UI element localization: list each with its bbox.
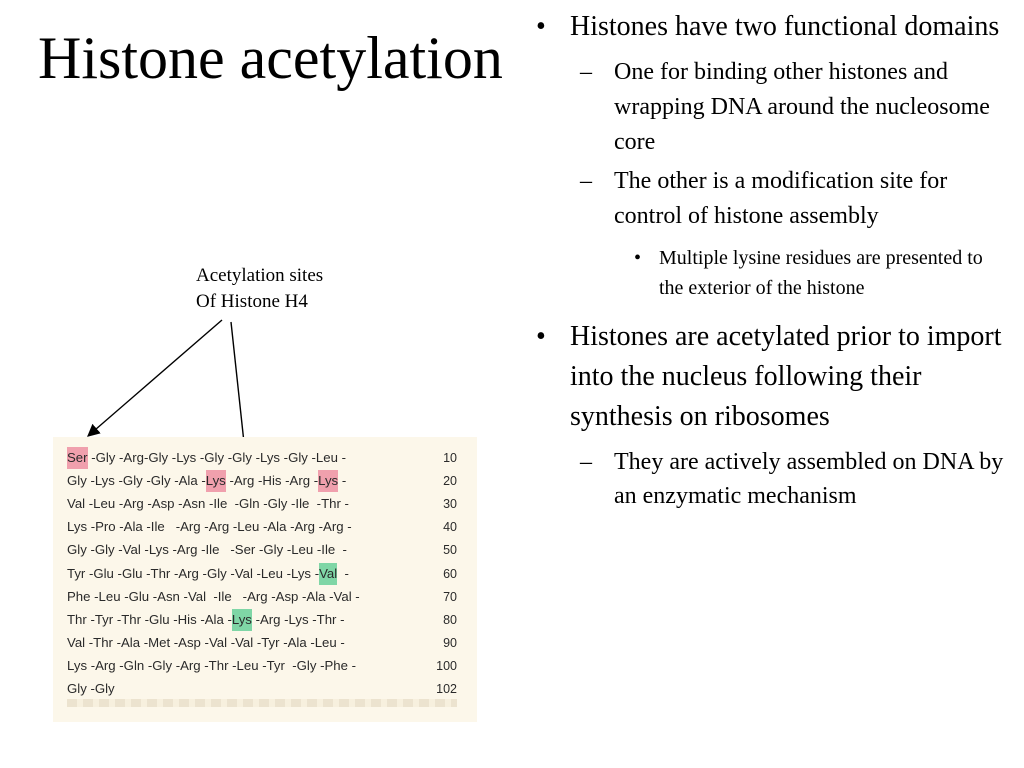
acetylation-site-residue: Lys <box>232 609 252 631</box>
sequence-row <box>67 678 115 700</box>
residue: -Thr - <box>308 611 345 627</box>
residue: -Ile <box>287 496 310 512</box>
sequence-row <box>67 609 344 631</box>
residue: -Ala <box>279 634 307 650</box>
slide-title: Histone acetylation <box>38 25 503 91</box>
residue: -Val <box>200 634 228 650</box>
residue: -Leu <box>229 519 260 535</box>
residue: -Gly <box>284 657 317 673</box>
residue-position-number: 100 <box>436 658 457 673</box>
sequence-row <box>67 493 349 515</box>
residue: -Gly <box>255 542 284 558</box>
residue: -Tyr <box>253 634 280 650</box>
residue-position-number: 80 <box>443 612 457 627</box>
residue: -Gly <box>142 473 171 489</box>
residue: -Gly <box>198 565 227 581</box>
residue-position-number: 102 <box>436 682 457 696</box>
residue: -Lys <box>86 473 115 489</box>
bullet-text: They are actively assembled on DNA by an enzymatic mechanism <box>614 449 1004 509</box>
sequence-row <box>67 655 356 677</box>
arrow-to-ser1 <box>88 320 222 436</box>
residue: -Arg <box>87 657 116 673</box>
residue: -Ile <box>205 496 228 512</box>
residue: -Thr <box>113 611 141 627</box>
residue: -Arg <box>251 611 281 627</box>
bullet-text: One for binding other histones and wrapping DNA around the nucleosome core <box>614 59 990 155</box>
residue: -Glu <box>120 588 150 604</box>
residue: -Ala - <box>170 473 206 489</box>
residue: -Arg - <box>314 519 352 535</box>
residue: -Asn <box>149 588 180 604</box>
residue: -Ala <box>115 519 143 535</box>
residue: -Arg <box>164 519 201 535</box>
residue-position-number: 30 <box>443 497 457 512</box>
bullet-text: Multiple lysine residues are presented to the exterior of the histone <box>659 247 983 299</box>
residue: -Gly <box>144 657 173 673</box>
residue: -Ile <box>206 588 232 604</box>
residue: -Asp <box>267 588 299 604</box>
residue: -Arg <box>170 565 199 581</box>
residue: -Gly <box>114 473 143 489</box>
residue: -Gly <box>143 450 169 465</box>
residue: -Arg <box>115 496 144 512</box>
residue: -Arg <box>168 542 198 558</box>
sequence-row <box>67 586 360 608</box>
residue: -Gly <box>259 496 288 512</box>
residue: -Thr - <box>309 496 349 512</box>
acetylation-site-residue: Lys <box>318 470 338 492</box>
residue: -Tyr <box>258 657 285 673</box>
residue: -Lys <box>280 611 309 627</box>
residue: -Asp <box>170 634 201 650</box>
residue-position-number: 70 <box>443 589 457 604</box>
callout-line-2: Of Histone H4 <box>196 291 308 312</box>
residue: Gly <box>67 681 87 696</box>
residue: -Leu <box>283 542 314 558</box>
residue: Tyr <box>67 565 86 581</box>
residue: -Phe - <box>316 657 356 673</box>
residue: -Leu <box>90 588 121 604</box>
callout-line-1: Acetylation sites <box>196 265 324 286</box>
residue: -Val <box>226 565 253 581</box>
residue: -Met <box>140 634 171 650</box>
residue: Thr <box>67 611 87 627</box>
residue: -Glu <box>85 565 114 581</box>
residue: -Arg <box>231 588 268 604</box>
sequence-row <box>67 563 349 585</box>
acetylation-site-residue: Val <box>319 563 337 585</box>
residue: -Gly <box>87 450 116 465</box>
sequence-row <box>67 447 346 469</box>
residue: -Leu <box>252 565 283 581</box>
residue-position-number: 20 <box>443 474 457 489</box>
residue: -Leu - <box>306 634 345 650</box>
residue: -Gly <box>280 450 308 465</box>
acetylation-site-residue: Ser <box>67 447 88 469</box>
residue: -Ile <box>197 542 220 558</box>
residue: -Ile <box>142 519 165 535</box>
residue-position-number: 50 <box>443 543 457 558</box>
residue: -Thr <box>85 634 113 650</box>
residue: Val <box>67 496 86 512</box>
residue: -Tyr <box>86 611 114 627</box>
residue: -His <box>169 611 197 627</box>
residue: -Ala <box>298 588 326 604</box>
residue: -Val <box>227 634 254 650</box>
residue: Lys <box>67 657 88 673</box>
residue: -Gln <box>227 496 260 512</box>
residue: -Ser <box>219 542 256 558</box>
residue: -Pro <box>87 519 116 535</box>
histone-h4-sequence <box>53 437 477 722</box>
residue: -Asn <box>174 496 206 512</box>
residue: -Arg <box>286 519 315 535</box>
residue: -Leu - <box>307 450 346 465</box>
residue: -Gly <box>224 450 252 465</box>
residue: -Gly <box>196 450 225 465</box>
bullet-text: Histones have two functional domains <box>570 11 1000 42</box>
residue: - <box>338 473 347 489</box>
residue: -Val - <box>325 588 360 604</box>
acetylation-site-residue: Lys <box>206 470 226 492</box>
sequence-row <box>67 632 345 654</box>
residue: -Lys <box>140 542 169 558</box>
residue: -Arg <box>200 519 230 535</box>
bullet-marker: – <box>580 59 592 85</box>
residue: -Leu <box>228 657 259 673</box>
residue: -Leu <box>85 496 116 512</box>
residue: Gly <box>67 473 87 489</box>
sequence-row <box>67 470 346 492</box>
residue: -Ile - <box>313 542 347 558</box>
bullet-marker: • <box>536 11 546 42</box>
residue: -Gly <box>86 542 115 558</box>
residue-position-number: 10 <box>443 451 457 465</box>
bullet-text: The other is a modification site for control of histone assembly <box>614 168 948 229</box>
residue: -Gln <box>115 657 145 673</box>
residue: -Asp <box>143 496 175 512</box>
residue: -Thr <box>142 565 171 581</box>
sequence-row <box>67 539 347 561</box>
sequence-footer-strip <box>67 699 457 707</box>
residue-position-number: 40 <box>443 520 457 535</box>
residue: -Val <box>179 588 207 604</box>
residue: -Arg <box>115 450 144 465</box>
residue: Val <box>67 634 86 650</box>
residue: Phe <box>67 588 91 604</box>
residue: Gly <box>67 542 87 558</box>
residue: -Thr <box>200 657 229 673</box>
residue: -Gly <box>86 681 115 696</box>
residue: -Lys <box>168 450 197 465</box>
residue: -Lys <box>251 450 281 465</box>
residue: -Ala <box>112 634 141 650</box>
bullet-text: Histones are acetylated prior to import into the nucleus following their synthesis on ribosomes <box>570 321 1002 432</box>
bullet-marker: • <box>536 321 546 352</box>
residue: -His <box>254 473 282 489</box>
sequence-row <box>67 516 352 538</box>
residue: -Glu <box>113 565 143 581</box>
residue: -Ala <box>259 519 287 535</box>
residue: -Glu <box>141 611 170 627</box>
residue: - <box>337 565 349 581</box>
residue: -Arg - <box>281 473 319 489</box>
bullet-marker: – <box>580 449 592 475</box>
residue: -Arg <box>172 657 201 673</box>
bullet-marker: – <box>580 168 592 194</box>
residue: -Ala - <box>196 611 232 627</box>
arrow-to-lys5 <box>231 322 245 452</box>
residue: Lys <box>67 519 88 535</box>
bullet-marker: • <box>634 247 642 269</box>
residue-position-number: 60 <box>443 566 457 581</box>
residue-position-number: 90 <box>443 635 457 650</box>
residue: -Val <box>114 542 141 558</box>
residue: -Arg <box>225 473 255 489</box>
residue: -Lys - <box>282 565 320 581</box>
